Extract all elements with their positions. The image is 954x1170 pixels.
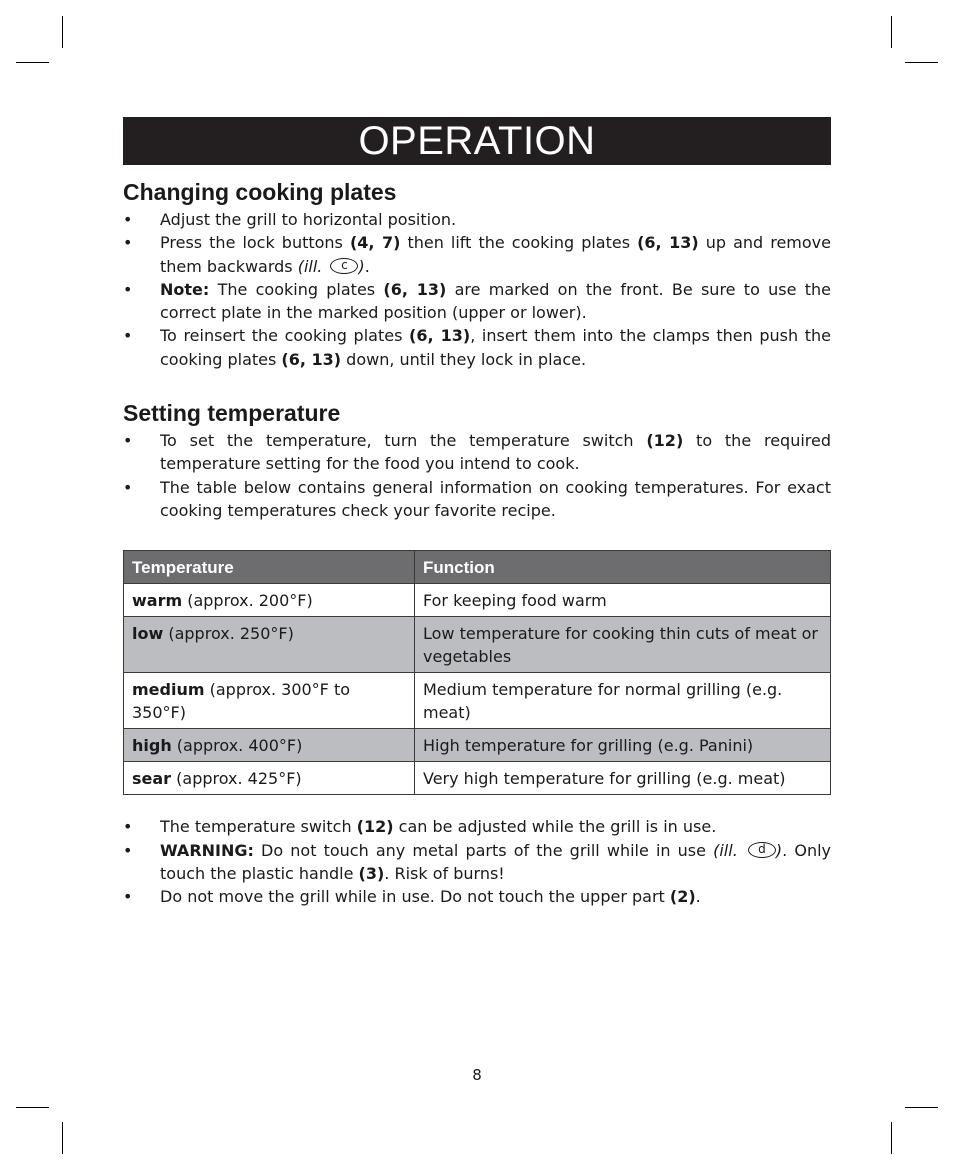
table-header-temperature: Temperature (124, 551, 415, 584)
text-run: are marked on the front. Be sure to use the correct plate in the marked position (upper or lower). (160, 279, 832, 323)
bold-text: (6, 13) (409, 326, 471, 346)
table-row (124, 617, 831, 673)
text-run: Do not touch any metal parts of the grill while in use (253, 840, 714, 860)
text-run: To set the temperature, turn the temperature switch (160, 431, 647, 451)
crop-mark (905, 1107, 938, 1108)
table-row (124, 729, 831, 762)
list-item (123, 324, 831, 371)
temperature-level: medium (132, 680, 205, 700)
italic-text: ) (358, 256, 365, 276)
bold-text: (6, 13) (383, 279, 447, 299)
page-number: 8 (472, 1066, 482, 1084)
table-row (124, 584, 831, 617)
table-row (124, 673, 831, 729)
list-item (123, 231, 831, 278)
bullet-list-changing-plates (123, 208, 831, 371)
crop-mark (891, 1122, 892, 1154)
table-header-row (124, 551, 831, 584)
list-item (123, 476, 831, 523)
function-cell: Medium temperature for normal grilling (e.g. meat) (415, 673, 831, 729)
italic-text: (ill. (713, 840, 745, 860)
text-run: . Risk of burns! (384, 863, 505, 883)
text-run: . (364, 256, 370, 276)
list-item (123, 885, 831, 908)
text-run: Press the lock buttons (160, 233, 350, 253)
temperature-approx: (approx. 425°F) (171, 769, 302, 789)
bold-text: Note: (160, 279, 210, 299)
page-content (123, 176, 831, 908)
bold-text: (6, 13) (637, 233, 699, 253)
text-run: To reinsert the cooking plates (160, 326, 410, 346)
crop-mark (16, 1107, 49, 1108)
text-run: , insert them into the clamps then push the cooking plates (160, 326, 832, 369)
function-cell: Low temperature for cooking thin cuts of meat or vegetables (415, 617, 831, 673)
temperature-level: low (132, 624, 164, 644)
temperature-level: warm (132, 591, 183, 611)
temperature-table (123, 550, 831, 795)
temperature-level: sear (132, 769, 172, 789)
temperature-cell (124, 584, 415, 617)
text-run: The cooking plates (209, 279, 384, 299)
text-run: . (695, 887, 701, 907)
text-run: The temperature switch (160, 817, 357, 837)
text-run: Do not move the grill while in use. Do not touch the upper part (160, 887, 670, 907)
list-item (123, 429, 831, 476)
text-run: The table below contains general information on cooking temperatures. For exact cooking temperatures check your favorite recipe. (160, 477, 831, 520)
italic-text: (ill. (297, 256, 328, 276)
heading-changing-cooking-plates: Changing cooking plates (123, 179, 397, 205)
crop-mark (16, 62, 49, 63)
italic-text: ) (775, 840, 783, 860)
illustration-reference-icon: c (330, 258, 358, 274)
crop-mark (62, 1122, 63, 1154)
temperature-approx: (approx. 200°F) (182, 591, 313, 611)
bold-text: (6, 13) (281, 349, 342, 369)
table-header-function: Function (415, 551, 831, 584)
heading-setting-temperature: Setting temperature (123, 400, 341, 427)
text-run: to the required temperature setting for the food you intend to cook. (160, 431, 832, 474)
list-item (123, 815, 831, 838)
crop-mark (62, 16, 63, 48)
illustration-reference-icon: d (748, 842, 776, 858)
bold-text: (12) (356, 817, 394, 837)
bold-text: (3) (358, 863, 385, 883)
temperature-cell (124, 762, 415, 795)
text-run: Adjust the grill to horizontal position. (160, 210, 457, 229)
section-banner (123, 117, 831, 165)
banner-title: OPERATION (358, 118, 596, 163)
text-run: . Only touch the plastic handle (160, 840, 832, 883)
text-run: up and remove them backwards (160, 233, 831, 276)
bold-text: (12) (646, 431, 684, 451)
text-run: down, until they lock in place. (341, 349, 587, 369)
temperature-approx: (approx. 300°F to 350°F) (132, 680, 351, 723)
temperature-cell (124, 617, 415, 673)
temperature-cell (124, 729, 415, 762)
bold-text: WARNING: (160, 840, 254, 860)
list-item (123, 278, 831, 325)
list-item (123, 839, 831, 886)
crop-mark (905, 62, 938, 63)
temperature-approx: (approx. 250°F) (163, 624, 294, 644)
list-item (123, 208, 831, 231)
table-row (124, 762, 831, 795)
crop-mark (891, 16, 892, 48)
function-cell: High temperature for grilling (e.g. Panini) (415, 729, 831, 762)
function-cell: For keeping food warm (415, 584, 831, 617)
function-cell: Very high temperature for grilling (e.g. meat) (415, 762, 831, 795)
temperature-approx: (approx. 400°F) (171, 736, 303, 756)
temperature-cell (124, 673, 415, 729)
bullet-list-setting-temperature (123, 429, 831, 522)
text-run: then lift the cooking plates (400, 233, 638, 253)
bold-text: (2) (669, 887, 696, 907)
bullet-list-safety (123, 815, 831, 908)
bold-text: (4, 7) (349, 233, 401, 253)
temperature-level: high (132, 736, 172, 756)
text-run: can be adjusted while the grill is in use. (393, 817, 717, 837)
